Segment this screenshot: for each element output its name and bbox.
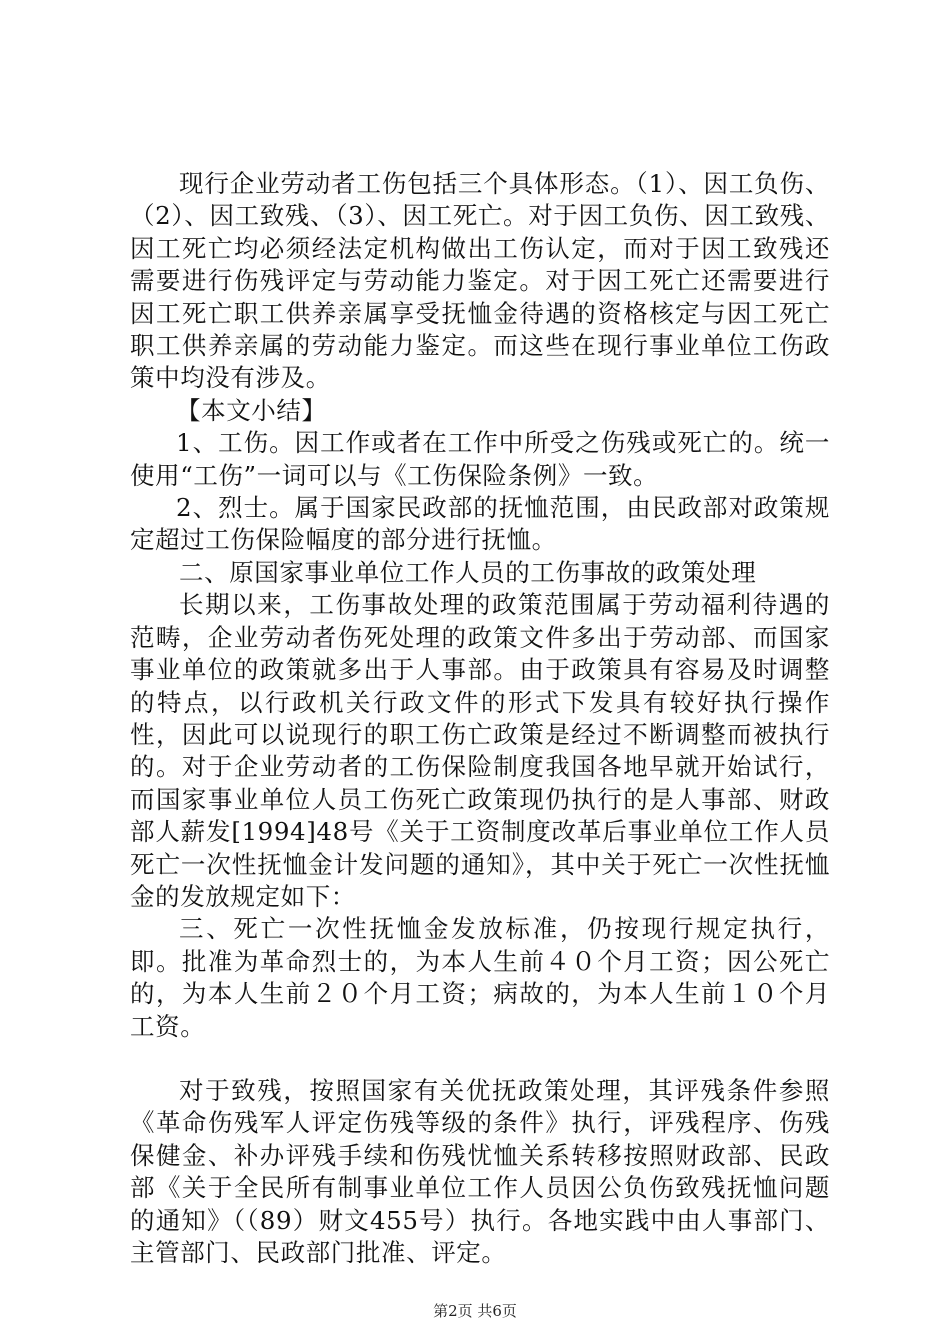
paragraph-pension-standard: 三、死亡一次性抚恤金发放标准，仍按现行规定执行，即。批准为革命烈士的，为本人生前４０个月工资；因公死亡的，为本人生前２０个月工资；病故的，为本人生前１０个月工资。 — [130, 914, 830, 1041]
paragraph-policy-history: 长期以来，工伤事故处理的政策范围属于劳动福利待遇的范畴，企业劳动者伤死处理的政策文件多出于劳动部、而国家事业单位的政策就多出于人事部。由于政策具有容易及时调整的特点，以行政机关行政文件的形式下发具有较好执行操作性，因此可以说现行的职工伤亡政策是经过不断调整而被执行的。对于企业劳动者的工伤保险制度我国各地早就开始试行，而国家事业单位人员工伤死亡政策现仍执行的是人事部、财政部人薪发[1994]48号《关于工资制度改革后事业单位工作人员死亡一次性抚恤金计发问题的通知》，其中关于死亡一次性抚恤金的发放规定如下： — [130, 590, 830, 911]
paragraph-gap — [130, 1043, 830, 1075]
paragraph-summary-heading: 【本文小结】 — [176, 395, 327, 425]
page-footer: 第2页 共6页 — [433, 1302, 517, 1320]
paragraph-injury-forms: 现行企业劳动者工伤包括三个具体形态。（1）、因工负伤、（2）、因工致残、（3）、因工死亡。对于因工负伤、因工致残、因工死亡均必须经法定机构做出工伤认定，而对于因工致残还需要进行伤残评定与劳动能力鉴定。对于因工死亡还需要进行因工死亡职工供养亲属享受抚恤金待遇的资格核定与因工死亡职工供养亲属的劳动能力鉴定。而这些在现行事业单位工伤政策中均没有涉及。 — [130, 169, 830, 393]
paragraph-disability-policy: 对于致残，按照国家有关优抚政策处理，其评残条件参照《革命伤残军人评定伤残等级的条件》执行，评残程序、伤残保健金、补办评残手续和伤残忧恤关系转移按照财政部、民政部《关于全民所有制事业单位工作人员因公负伤致残抚恤问题的通知》（（89）财文455号）执行。各地实践中由人事部门、主管部门、民政部门批准、评定。 — [130, 1075, 830, 1267]
paragraph-summary-item-1: 1、工伤。因工作或者在工作中所受之伤残或死亡的。统一使用“工伤”一词可以与《工伤保险条例》一致。 — [130, 428, 830, 490]
document-body — [130, 168, 830, 1269]
section-heading-2: 二、原国家事业单位工作人员的工伤事故的政策处理 — [179, 557, 757, 587]
paragraph-summary-item-2: 2、烈士。属于国家民政部的抚恤范围，由民政部对政策规定超过工伤保险幅度的部分进行抚恤。 — [130, 493, 830, 555]
